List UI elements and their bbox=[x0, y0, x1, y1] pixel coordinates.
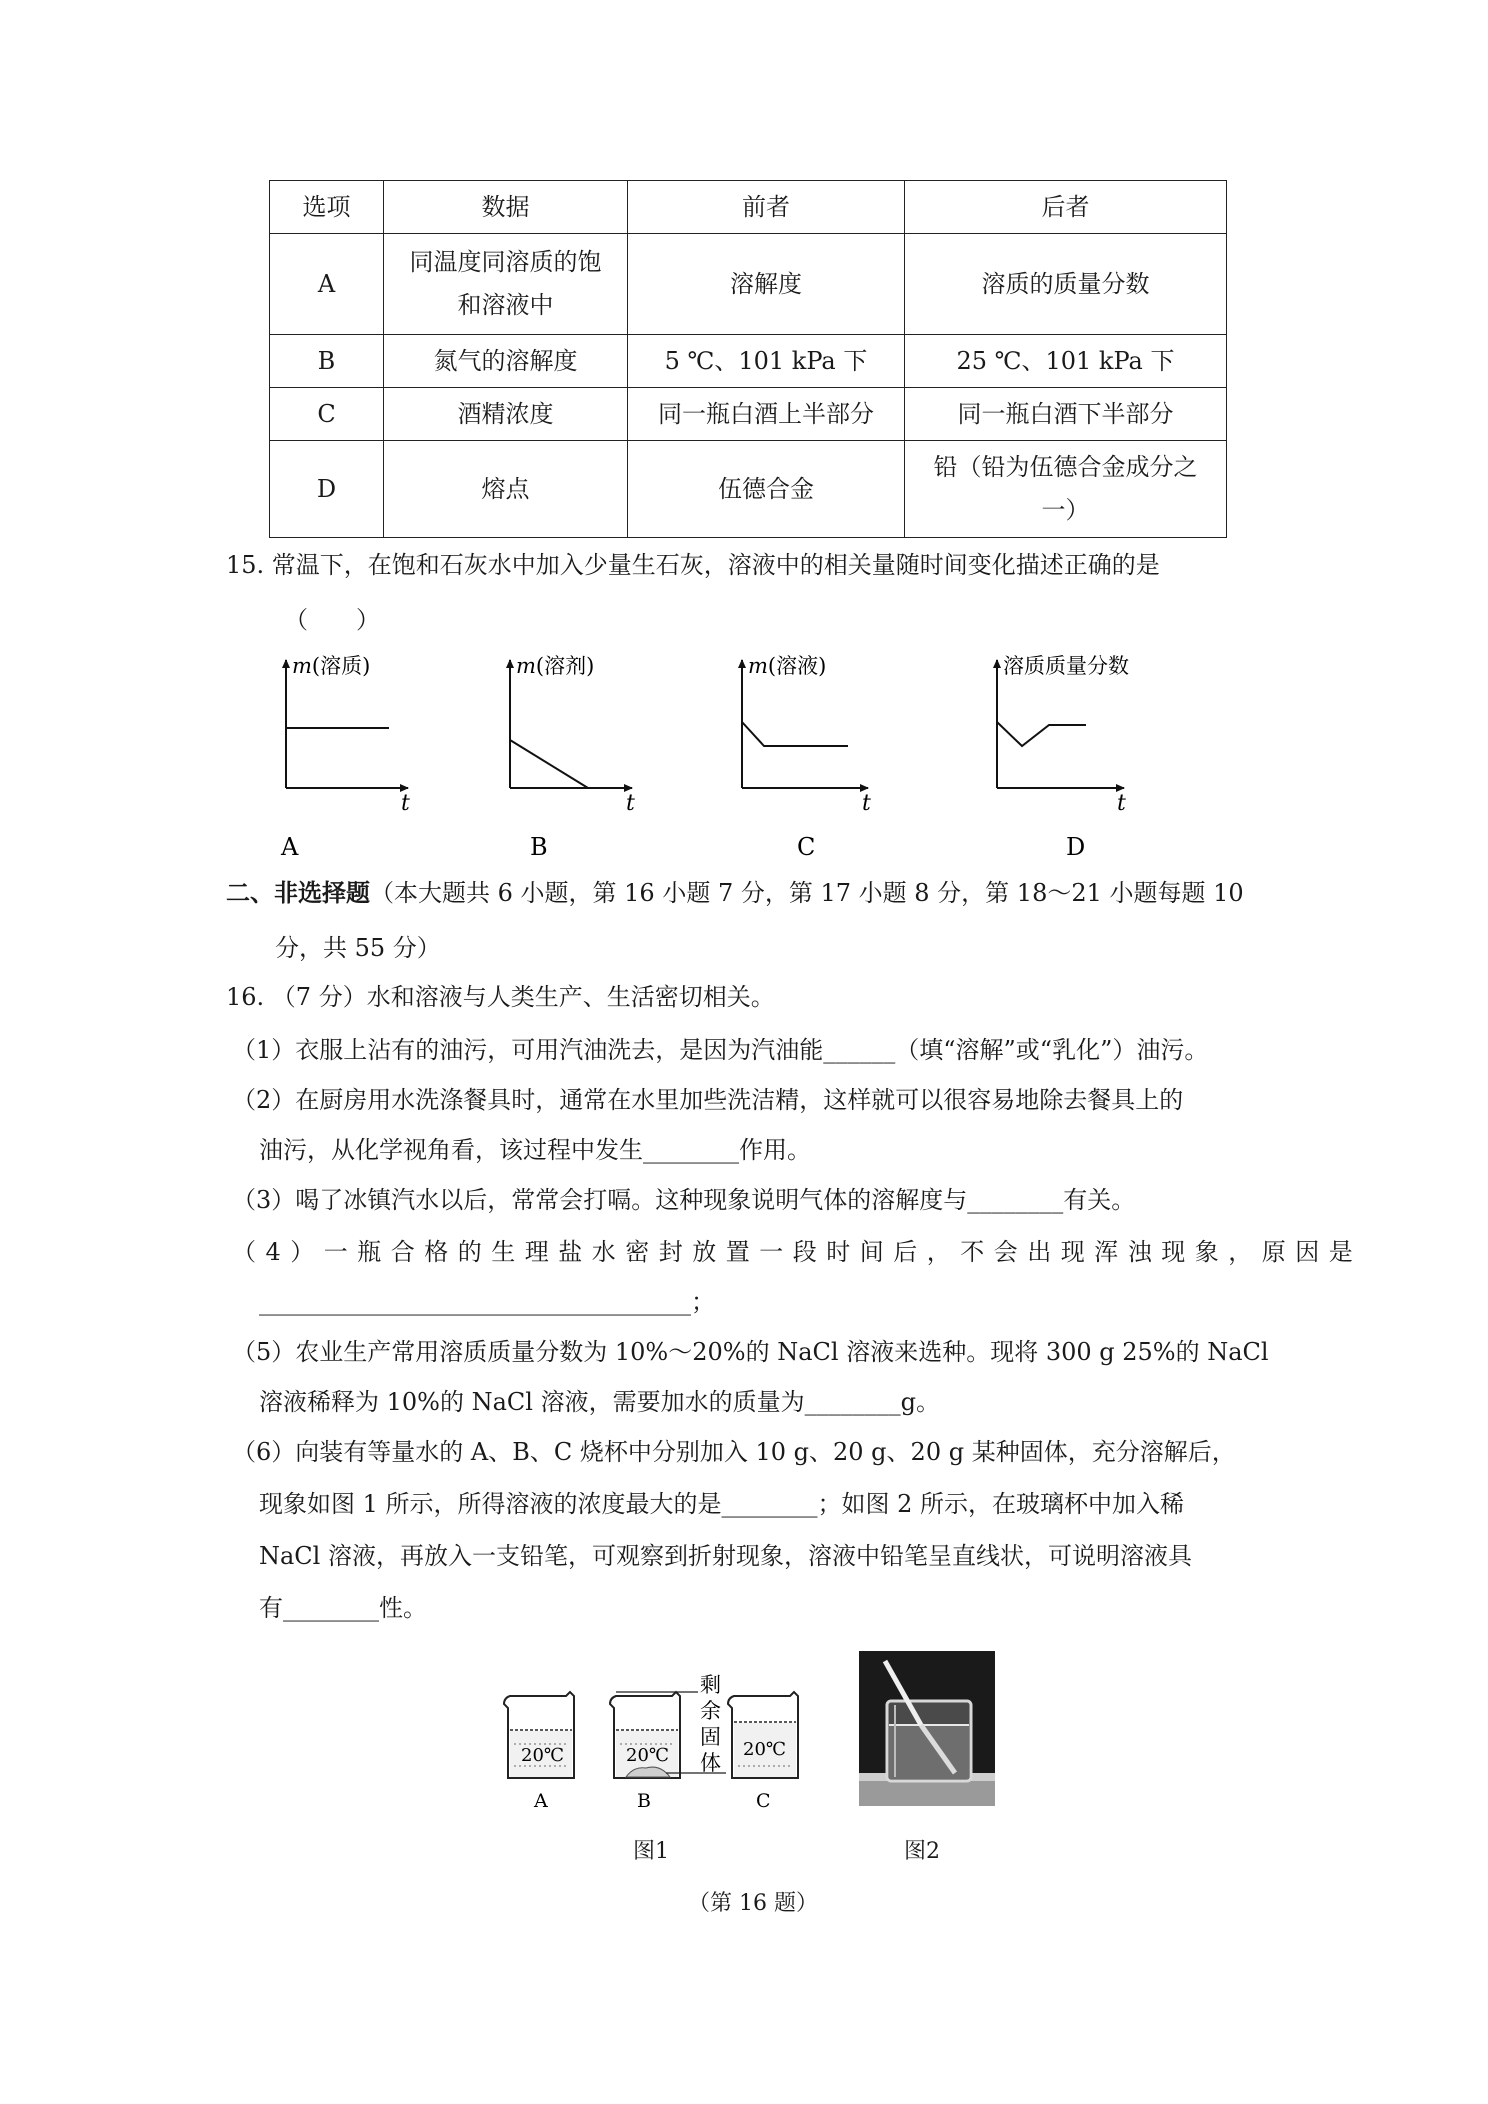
option-cell: A bbox=[270, 234, 384, 335]
figure1-caption: 图1 bbox=[633, 1839, 669, 1864]
graph-a-label: A bbox=[281, 833, 299, 861]
option-cell: C bbox=[270, 388, 384, 441]
section2-title: 二、非选择题 bbox=[226, 878, 370, 907]
former-cell: 同一瓶白酒上半部分 bbox=[628, 388, 905, 441]
option-cell: B bbox=[270, 335, 384, 388]
graph-c-label: C bbox=[797, 833, 816, 861]
q16-part4: （4）一瓶合格的生理盐水密封放置一段时间后，不会出现浑浊现象，原因是 bbox=[232, 1238, 1363, 1266]
data-cell: 氮气的溶解度 bbox=[384, 335, 628, 388]
answer-bracket: （ ） bbox=[284, 606, 380, 634]
graph-c-ylabel-var: m bbox=[748, 654, 768, 678]
q16-part2-cont: 油污，从化学视角看，该过程中发生________作用。 bbox=[259, 1136, 811, 1164]
graph-b-ylabel-var: m bbox=[516, 654, 536, 678]
residue-label bbox=[700, 1673, 721, 1775]
graph-c bbox=[742, 654, 871, 861]
q16-part5: （5）农业生产常用溶质质量分数为 10%～20%的 NaCl 溶液来选种。现将 300 g 25%的 NaCl bbox=[232, 1338, 1269, 1366]
graph-b bbox=[510, 654, 635, 861]
table-row bbox=[270, 441, 1227, 538]
glass-pencil-photo bbox=[859, 1651, 995, 1806]
residue-label-char: 固 bbox=[700, 1725, 721, 1749]
q16-part6-cont3: 有________性。 bbox=[259, 1594, 427, 1622]
graph-a-ylabel: (溶质) bbox=[311, 654, 371, 678]
graph-c-curve bbox=[742, 722, 848, 746]
graph-c-ylabel: (溶液) bbox=[767, 654, 827, 678]
latter-cell: 25 ℃、101 kPa 下 bbox=[905, 335, 1227, 388]
beaker-c-label: C bbox=[756, 1790, 771, 1812]
beaker-c-temp: 20℃ bbox=[743, 1739, 787, 1760]
cell-line: 同温度同溶质的饱 bbox=[409, 248, 602, 276]
graph-b-label: B bbox=[530, 833, 548, 861]
graph-a-xlabel: t bbox=[401, 791, 410, 816]
graph-d bbox=[997, 654, 1129, 861]
svg-text:m(溶剂) bbox=[516, 654, 594, 678]
beaker-a-label: A bbox=[534, 1790, 548, 1812]
graph-d-curve bbox=[997, 722, 1086, 746]
latter-cell bbox=[905, 441, 1227, 538]
beaker-a bbox=[504, 1692, 574, 1812]
figure1-beakers bbox=[490, 1670, 820, 1820]
table-header-cell: 数据 bbox=[384, 181, 628, 234]
glass-pencil-illustration bbox=[859, 1651, 995, 1806]
section2-desc-cont: 分，共 55 分） bbox=[275, 934, 441, 962]
table-row bbox=[270, 335, 1227, 388]
data-cell: 熔点 bbox=[384, 441, 628, 538]
cell-line: 铅（铅为伍德合金成分之 bbox=[933, 453, 1198, 481]
question-caption: （第 16 题） bbox=[688, 1891, 818, 1916]
graph-d-ylabel: 溶质质量分数 bbox=[1003, 654, 1129, 678]
former-cell: 伍德合金 bbox=[628, 441, 905, 538]
graph-d-xlabel: t bbox=[1117, 791, 1126, 816]
q16-part2: （2）在厨房用水洗涤餐具时，通常在水里加些洗洁精，这样就可以很容易地除去餐具上的 bbox=[232, 1086, 1184, 1114]
beaker-a-temp: 20℃ bbox=[521, 1745, 565, 1766]
table-header-cell: 选项 bbox=[270, 181, 384, 234]
beaker-b-temp: 20℃ bbox=[626, 1745, 670, 1766]
option-cell: D bbox=[270, 441, 384, 538]
table-row bbox=[270, 234, 1227, 335]
graph-c-xlabel: t bbox=[862, 791, 871, 816]
graph-a-ylabel-var: m bbox=[292, 654, 312, 678]
former-cell: 溶解度 bbox=[628, 234, 905, 335]
q16-part3: （3）喝了冰镇汽水以后，常常会打嗝。这种现象说明气体的溶解度与________有关。 bbox=[232, 1186, 1136, 1214]
graph-a bbox=[280, 654, 410, 861]
q16-part6-cont1: 现象如图 1 所示，所得溶液的浓度最大的是________；如图 2 所示，在玻璃杯中加入稀 bbox=[259, 1490, 1185, 1518]
residue-label-char: 体 bbox=[700, 1751, 721, 1775]
latter-cell: 溶质的质量分数 bbox=[905, 234, 1227, 335]
q16-part1: （1）衣服上沾有的油污，可用汽油洗去，是因为汽油能______（填“溶解”或“乳化”）油污。 bbox=[232, 1036, 1209, 1064]
table-header-cell: 前者 bbox=[628, 181, 905, 234]
cell-line: 一） bbox=[1041, 496, 1090, 524]
graph-d-label: D bbox=[1066, 833, 1086, 861]
data-cell: 酒精浓度 bbox=[384, 388, 628, 441]
graph-b-xlabel: t bbox=[626, 791, 635, 816]
table-header-cell: 后者 bbox=[905, 181, 1227, 234]
graph-b-ylabel: (溶剂) bbox=[535, 654, 595, 678]
q16-part6-cont2: NaCl 溶液，再放入一支铅笔，可观察到折射现象，溶液中铅笔呈直线状，可说明溶液具 bbox=[259, 1542, 1192, 1570]
svg-text:m(溶液) bbox=[748, 654, 826, 678]
q15-graphs bbox=[0, 640, 1488, 875]
q16-stem: 16. （7 分）水和溶液与人类生产、生活密切相关。 bbox=[226, 983, 775, 1011]
q16-part4-answer-line: ____________________________________； bbox=[259, 1288, 715, 1316]
q15-stem: 15. 常温下，在饱和石灰水中加入少量生石灰，溶液中的相关量随时间变化描述正确的是 bbox=[226, 551, 1160, 579]
graph-b-curve bbox=[510, 740, 588, 788]
table-row bbox=[270, 388, 1227, 441]
q16-part6: （6）向装有等量水的 A、B、C 烧杯中分别加入 10 g、20 g、20 g 某种固体，充分溶解后， bbox=[232, 1438, 1236, 1466]
section2-header bbox=[226, 876, 1244, 910]
beaker-b-label: B bbox=[637, 1790, 651, 1812]
residue-label-char: 余 bbox=[700, 1699, 721, 1723]
latter-cell: 同一瓶白酒下半部分 bbox=[905, 388, 1227, 441]
former-cell: 5 ℃、101 kPa 下 bbox=[628, 335, 905, 388]
data-cell bbox=[384, 234, 628, 335]
residue-label-char: 剩 bbox=[700, 1673, 721, 1697]
options-table bbox=[269, 180, 1227, 538]
table-header-row bbox=[270, 181, 1227, 234]
cell-line: 和溶液中 bbox=[457, 291, 554, 319]
q16-part5-cont: 溶液稀释为 10%的 NaCl 溶液，需要加水的质量为________g。 bbox=[259, 1388, 940, 1416]
figure2-caption: 图2 bbox=[904, 1839, 940, 1864]
section2-desc: （本大题共 6 小题，第 16 小题 7 分，第 17 小题 8 分，第 18～21 小题每题 10 bbox=[370, 879, 1244, 907]
svg-text:m(溶质) bbox=[292, 654, 370, 678]
beaker-c bbox=[728, 1692, 798, 1812]
